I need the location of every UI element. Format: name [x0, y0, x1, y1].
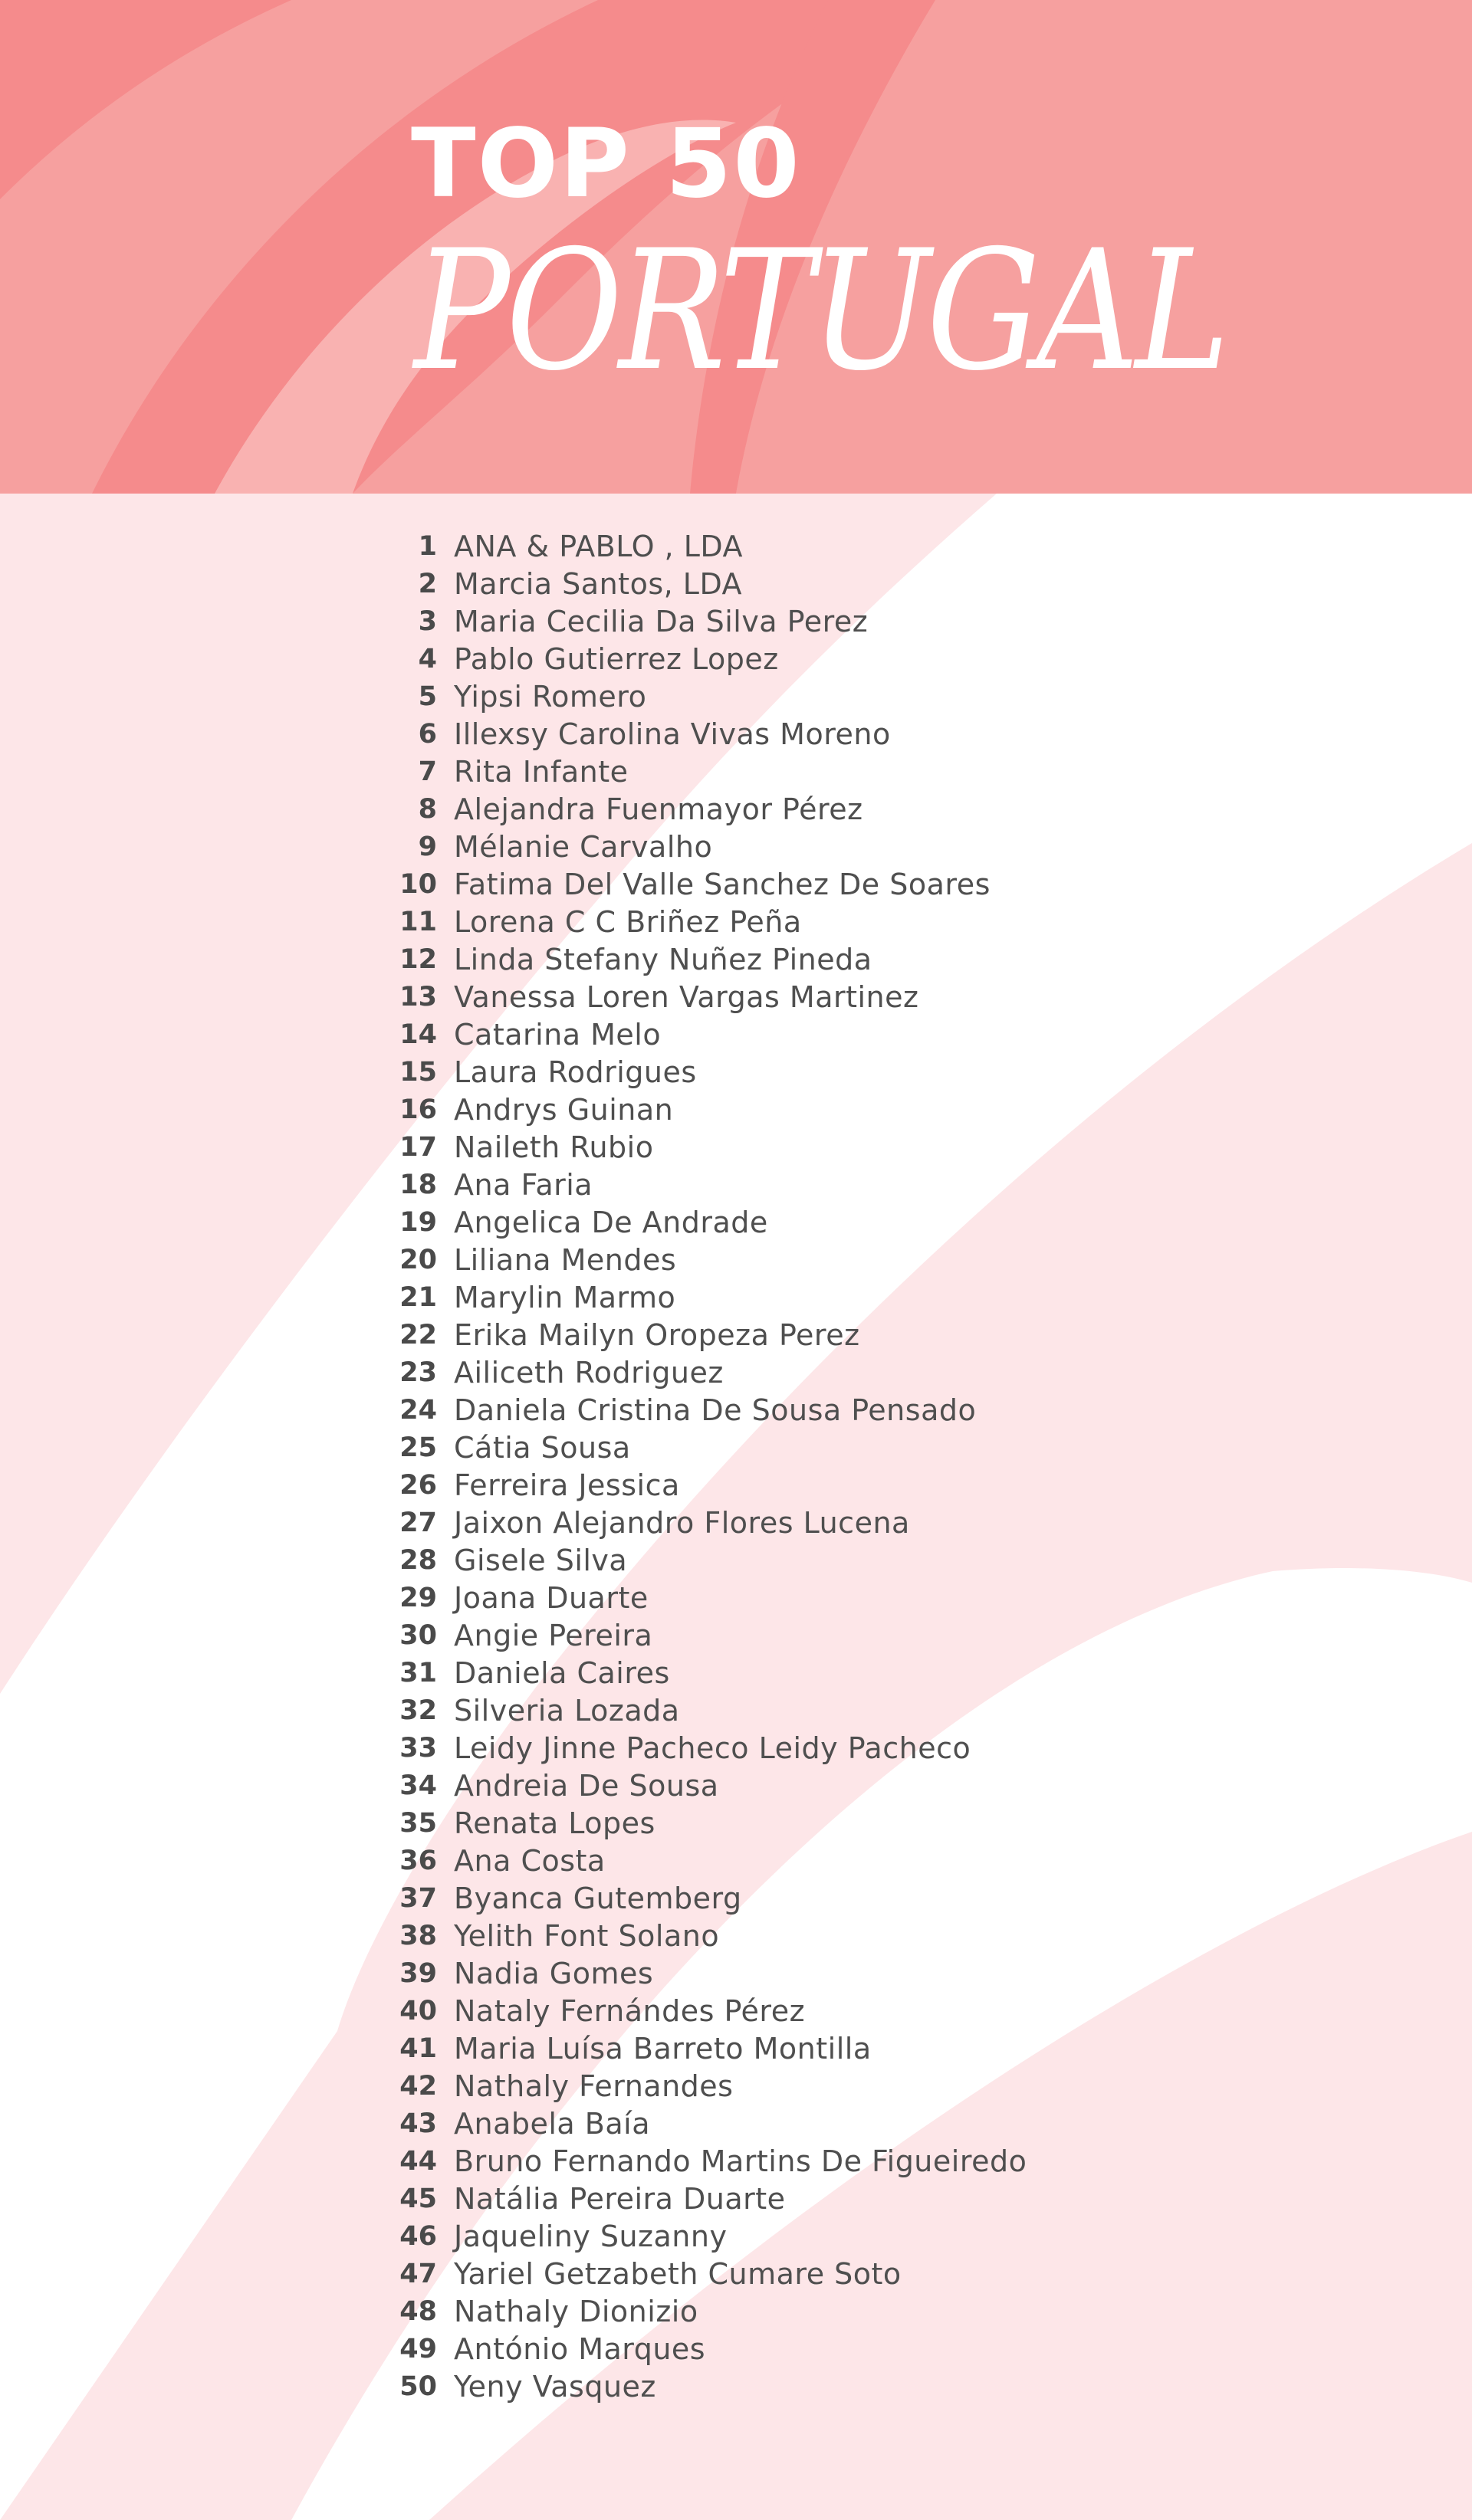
- rank-name: Jaixon Alejandro Flores Lucena: [454, 1505, 910, 1540]
- rank-number: 31: [399, 1657, 437, 1688]
- rank-name: Ailiceth Rodriguez: [454, 1355, 724, 1390]
- rank-number: 33: [399, 1732, 437, 1764]
- rank-name: Mélanie Carvalho: [454, 829, 713, 864]
- rank-number: 11: [399, 906, 437, 937]
- rank-number: 1: [418, 530, 437, 562]
- list-item: [0, 2142, 1027, 2180]
- title-top: TOP 50: [411, 109, 801, 219]
- list-item: [0, 1354, 1027, 1391]
- rank-name: Anabela Baía: [454, 2106, 650, 2141]
- list-item: [0, 865, 1027, 903]
- rank-name: Alejandra Fuenmayor Pérez: [454, 792, 863, 826]
- rank-number: 50: [399, 2371, 437, 2402]
- rank-name: Yelith Font Solano: [454, 1918, 720, 1953]
- rank-number: 42: [399, 2070, 437, 2102]
- rank-name: Leidy Jinne Pacheco Leidy Pacheco: [454, 1731, 971, 1765]
- list-item: [0, 1504, 1027, 1541]
- list-item: [0, 1016, 1027, 1053]
- rank-name: Laura Rodrigues: [454, 1055, 697, 1089]
- list-item: [0, 2217, 1027, 2255]
- list-item: [0, 1616, 1027, 1654]
- rank-number: 39: [399, 1957, 437, 1989]
- list-item: [0, 1278, 1027, 1316]
- rank-name: Andrys Guinan: [454, 1092, 674, 1127]
- rank-number: 44: [399, 2145, 437, 2177]
- rank-number: 27: [399, 1507, 437, 1538]
- rank-name: Joana Duarte: [454, 1580, 649, 1615]
- list-item: [0, 1804, 1027, 1842]
- rank-name: Naileth Rubio: [454, 1130, 654, 1164]
- rank-number: 29: [399, 1582, 437, 1613]
- list-item: [0, 1767, 1027, 1804]
- rank-name: Nadia Gomes: [454, 1956, 654, 1990]
- rank-name: Nathaly Dionizio: [454, 2294, 698, 2328]
- rank-number: 30: [399, 1619, 437, 1651]
- rank-name: Jaqueliny Suzanny: [454, 2219, 728, 2253]
- rank-name: Yeny Vasquez: [454, 2369, 656, 2404]
- rank-number: 10: [399, 868, 437, 900]
- rank-number: 14: [399, 1019, 437, 1050]
- rank-name: Lorena C C Briñez Peña: [454, 904, 802, 939]
- list-item: [0, 2330, 1027, 2367]
- list-item: [0, 527, 1027, 565]
- list-item: [0, 1954, 1027, 1992]
- rank-number: 24: [399, 1394, 437, 1426]
- rank-name: Ana Costa: [454, 1843, 606, 1878]
- list-item: [0, 1241, 1027, 1278]
- list-item: [0, 1128, 1027, 1166]
- list-item: [0, 753, 1027, 790]
- list-item: [0, 565, 1027, 602]
- rank-number: 6: [418, 718, 437, 750]
- list-item: [0, 1429, 1027, 1466]
- list-item: [0, 2180, 1027, 2217]
- rank-name: Yariel Getzabeth Cumare Soto: [454, 2256, 902, 2291]
- header-banner: [0, 0, 1472, 494]
- rank-number: 47: [399, 2258, 437, 2289]
- rank-number: 48: [399, 2295, 437, 2327]
- list-item: [0, 1842, 1027, 1879]
- rank-number: 23: [399, 1357, 437, 1388]
- ranking-list: [0, 527, 1027, 2405]
- rank-name: Bruno Fernando Martins De Figueiredo: [454, 2144, 1027, 2178]
- rank-number: 21: [399, 1281, 437, 1313]
- rank-number: 12: [399, 943, 437, 975]
- list-item: [0, 678, 1027, 715]
- rank-number: 8: [418, 793, 437, 825]
- rank-number: 34: [399, 1770, 437, 1801]
- rank-name: Marylin Marmo: [454, 1280, 676, 1314]
- rank-number: 40: [399, 1995, 437, 2026]
- rank-number: 35: [399, 1807, 437, 1839]
- list-item: [0, 2067, 1027, 2105]
- list-item: [0, 1203, 1027, 1241]
- rank-number: 2: [418, 568, 437, 599]
- list-item: [0, 2367, 1027, 2405]
- rank-name: Marcia Santos, LDA: [454, 566, 743, 601]
- rank-name: Linda Stefany Nuñez Pineda: [454, 942, 872, 976]
- rank-number: 43: [399, 2108, 437, 2139]
- rank-number: 49: [399, 2333, 437, 2364]
- list-item: [0, 940, 1027, 978]
- rank-name: Nataly Fernándes Pérez: [454, 1993, 806, 2028]
- list-item: [0, 2105, 1027, 2142]
- rank-number: 15: [399, 1056, 437, 1088]
- rank-number: 17: [399, 1131, 437, 1163]
- rank-name: Silveria Lozada: [454, 1693, 680, 1728]
- rank-number: 37: [399, 1882, 437, 1914]
- list-item: [0, 2029, 1027, 2067]
- list-item: [0, 1691, 1027, 1729]
- rank-name: Natália Pereira Duarte: [454, 2181, 786, 2216]
- list-item: [0, 1992, 1027, 2029]
- rank-number: 19: [399, 1206, 437, 1238]
- rank-name: Andreia De Sousa: [454, 1768, 719, 1803]
- rank-name: Erika Mailyn Oropeza Perez: [454, 1317, 860, 1352]
- rank-name: Fatima Del Valle Sanchez De Soares: [454, 867, 991, 901]
- list-item: [0, 1729, 1027, 1767]
- rank-name: Catarina Melo: [454, 1017, 662, 1052]
- rank-number: 20: [399, 1244, 437, 1275]
- rank-number: 36: [399, 1845, 437, 1876]
- rank-name: Cátia Sousa: [454, 1430, 631, 1465]
- rank-number: 4: [418, 643, 437, 674]
- rank-number: 7: [418, 756, 437, 787]
- list-item: [0, 2292, 1027, 2330]
- list-item: [0, 1654, 1027, 1691]
- list-item: [0, 1579, 1027, 1616]
- list-item: [0, 1316, 1027, 1354]
- rank-name: Vanessa Loren Vargas Martinez: [454, 979, 919, 1014]
- rank-name: Angie Pereira: [454, 1618, 653, 1652]
- rank-name: Maria Luísa Barreto Montilla: [454, 2031, 872, 2066]
- rank-number: 9: [418, 831, 437, 862]
- list-item: [0, 978, 1027, 1016]
- rank-name: Liliana Mendes: [454, 1242, 677, 1277]
- rank-number: 18: [399, 1169, 437, 1200]
- rank-name: Gisele Silva: [454, 1543, 628, 1577]
- rank-number: 45: [399, 2183, 437, 2214]
- rank-name: Pablo Gutierrez Lopez: [454, 641, 779, 676]
- rank-name: Byanca Gutemberg: [454, 1881, 742, 1915]
- list-item: [0, 1053, 1027, 1091]
- rank-number: 22: [399, 1319, 437, 1350]
- rank-name: Ferreira Jessica: [454, 1468, 680, 1502]
- rank-number: 3: [418, 605, 437, 637]
- rank-name: António Marques: [454, 2331, 706, 2366]
- list-item: [0, 640, 1027, 678]
- list-item: [0, 602, 1027, 640]
- list-item: [0, 1541, 1027, 1579]
- rank-name: ANA & PABLO , LDA: [454, 529, 743, 563]
- rank-number: 13: [399, 981, 437, 1012]
- rank-name: Maria Cecilia Da Silva Perez: [454, 604, 869, 638]
- rank-number: 25: [399, 1432, 437, 1463]
- rank-number: 32: [399, 1695, 437, 1726]
- rank-name: Ana Faria: [454, 1167, 593, 1202]
- rank-number: 41: [399, 2033, 437, 2064]
- rank-number: 46: [399, 2220, 437, 2252]
- rank-number: 26: [399, 1469, 437, 1501]
- list-item: [0, 1391, 1027, 1429]
- rank-name: Renata Lopes: [454, 1806, 656, 1840]
- list-item: [0, 715, 1027, 753]
- list-item: [0, 1166, 1027, 1203]
- list-item: [0, 1091, 1027, 1128]
- rank-number: 28: [399, 1544, 437, 1576]
- rank-name: Yipsi Romero: [454, 679, 647, 714]
- list-item: [0, 1879, 1027, 1917]
- list-item: [0, 1917, 1027, 1954]
- rank-name: Angelica De Andrade: [454, 1205, 768, 1239]
- rank-number: 5: [418, 681, 437, 712]
- list-item: [0, 1466, 1027, 1504]
- list-item: [0, 790, 1027, 828]
- rank-name: Rita Infante: [454, 754, 629, 789]
- rank-name: Daniela Cristina De Sousa Pensado: [454, 1393, 977, 1427]
- title-main: PORTUGAL: [414, 215, 1226, 407]
- list-item: [0, 828, 1027, 865]
- rank-name: Daniela Caires: [454, 1655, 670, 1690]
- list-item: [0, 2255, 1027, 2292]
- rank-number: 38: [399, 1920, 437, 1951]
- list-item: [0, 903, 1027, 940]
- rank-name: Illexsy Carolina Vivas Moreno: [454, 717, 891, 751]
- rank-name: Nathaly Fernandes: [454, 2069, 734, 2103]
- rank-number: 16: [399, 1094, 437, 1125]
